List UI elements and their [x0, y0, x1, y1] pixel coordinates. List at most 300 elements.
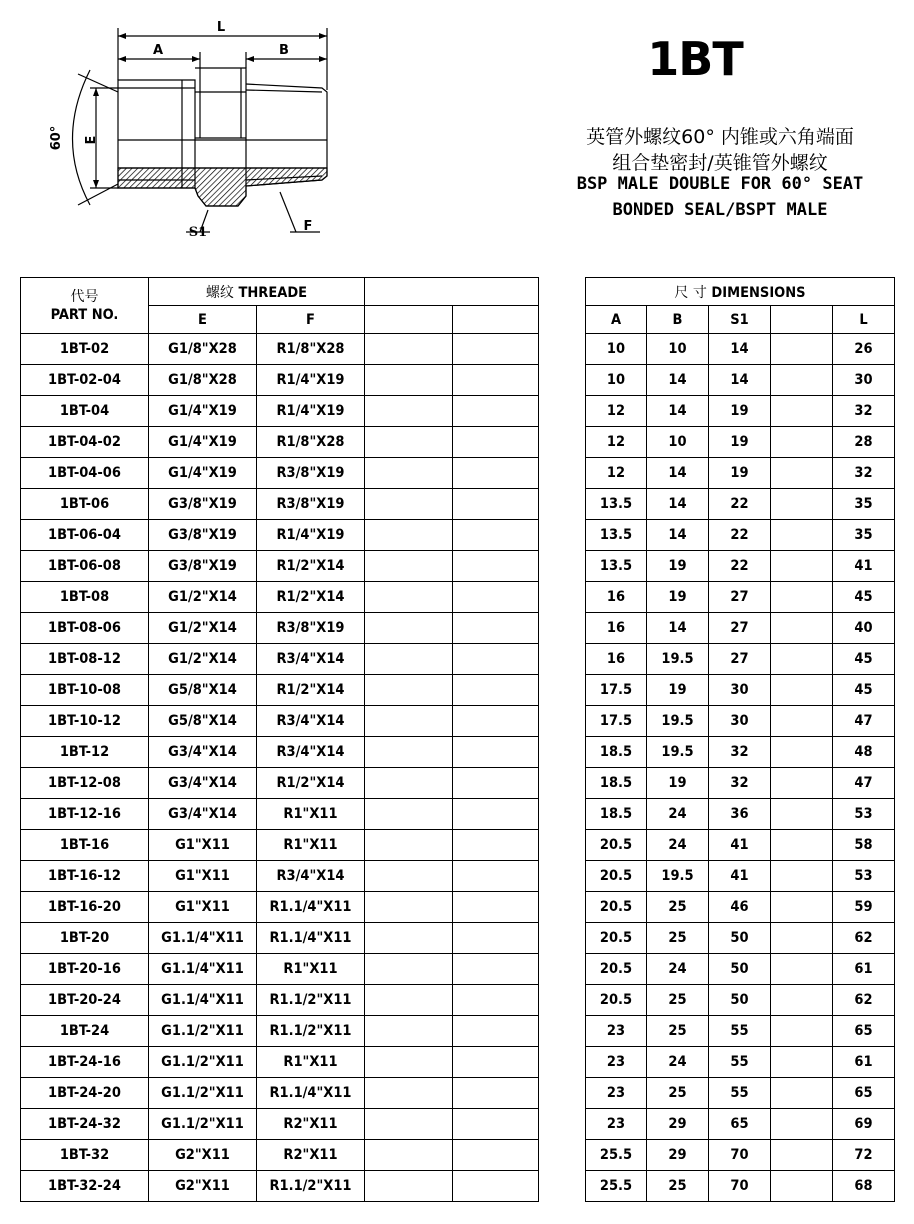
cell-empty: [365, 613, 453, 644]
header-thread: [149, 278, 365, 306]
cell-empty: [453, 489, 539, 520]
cell-dim-s1: 36: [709, 799, 771, 830]
cell-gap: [539, 985, 586, 1016]
cell-dim-s1: 41: [709, 830, 771, 861]
cell-dim-b: 25: [647, 892, 709, 923]
cell-dim-l: 47: [833, 706, 895, 737]
cell-gap: [539, 1171, 586, 1202]
cell-thread-e: G1"X11: [149, 861, 257, 892]
cell-thread-e: G1/2"X14: [149, 582, 257, 613]
cell-dim-l: 45: [833, 644, 895, 675]
cell-empty: [453, 923, 539, 954]
table-row: [21, 458, 895, 489]
cell-empty: [365, 799, 453, 830]
cell-dim-a: 23: [586, 1016, 647, 1047]
header-empty-2: [365, 306, 453, 334]
cell-thread-e: G1.1/4"X11: [149, 985, 257, 1016]
cell-dim-s1: 14: [709, 334, 771, 365]
table-row: [21, 1171, 895, 1202]
cell-dim-s1: 50: [709, 954, 771, 985]
cell-thread-e: G1.1/4"X11: [149, 954, 257, 985]
cell-thread-e: G1/8"X28: [149, 334, 257, 365]
table-row: [21, 551, 895, 582]
cell-empty: [771, 675, 833, 706]
cell-part-no: 1BT-02-04: [21, 365, 149, 396]
cell-empty: [453, 334, 539, 365]
cell-dim-s1: 19: [709, 458, 771, 489]
fitting-drawing: [0, 0, 380, 250]
cell-gap: [539, 520, 586, 551]
description-cn-line2: 组合垫密封/英锥管外螺纹: [612, 152, 828, 174]
cell-empty: [771, 1140, 833, 1171]
cell-dim-b: 25: [647, 923, 709, 954]
cell-empty: [453, 1047, 539, 1078]
cell-thread-f: R3/8"X19: [257, 458, 365, 489]
header-b: B: [647, 306, 709, 334]
cell-empty: [365, 830, 453, 861]
cell-thread-f: R1"X11: [257, 954, 365, 985]
cell-thread-f: R1"X11: [257, 1047, 365, 1078]
cell-dim-s1: 27: [709, 582, 771, 613]
cell-dim-s1: 46: [709, 892, 771, 923]
cell-empty: [365, 1078, 453, 1109]
cell-empty: [453, 1109, 539, 1140]
cell-empty: [365, 520, 453, 551]
description-cn-line1: 英管外螺纹60° 内锥或六角端面: [586, 126, 854, 148]
cell-dim-b: 19: [647, 582, 709, 613]
cell-empty: [453, 892, 539, 923]
cell-dim-l: 35: [833, 489, 895, 520]
cell-empty: [771, 365, 833, 396]
table-row: [21, 954, 895, 985]
dim-label-b: B: [279, 43, 289, 58]
cell-thread-e: G1"X11: [149, 892, 257, 923]
cell-empty: [365, 768, 453, 799]
header-part: [21, 278, 149, 334]
cell-empty: [453, 582, 539, 613]
cell-empty: [365, 334, 453, 365]
cell-dim-l: 53: [833, 799, 895, 830]
cell-dim-s1: 27: [709, 644, 771, 675]
cell-part-no: 1BT-20-24: [21, 985, 149, 1016]
cell-gap: [539, 675, 586, 706]
cell-gap: [539, 334, 586, 365]
cell-gap: [539, 1109, 586, 1140]
cell-empty: [365, 458, 453, 489]
cell-gap: [539, 613, 586, 644]
cell-thread-e: G5/8"X14: [149, 706, 257, 737]
header-empty-1: [365, 278, 539, 306]
cell-empty: [453, 861, 539, 892]
cell-dim-s1: 41: [709, 861, 771, 892]
header-e: E: [149, 306, 257, 334]
cell-thread-e: G1.1/2"X11: [149, 1109, 257, 1140]
cell-thread-f: R1/8"X28: [257, 334, 365, 365]
cell-dim-l: 47: [833, 768, 895, 799]
cell-empty: [771, 861, 833, 892]
cell-thread-f: R1/2"X14: [257, 582, 365, 613]
cell-thread-e: G1/4"X19: [149, 458, 257, 489]
cell-dim-l: 62: [833, 985, 895, 1016]
cell-gap: [539, 768, 586, 799]
cell-dim-b: 19: [647, 551, 709, 582]
dim-label-s1: S1: [188, 225, 208, 240]
cell-thread-f: R1.1/2"X11: [257, 1171, 365, 1202]
header-gap-2: [539, 306, 586, 334]
cell-thread-e: G1.1/2"X11: [149, 1047, 257, 1078]
cell-dim-l: 48: [833, 737, 895, 768]
cell-part-no: 1BT-02: [21, 334, 149, 365]
table-row: [21, 675, 895, 706]
cell-thread-e: G1/4"X19: [149, 427, 257, 458]
header-dimensions: [586, 278, 895, 306]
table-row: [21, 520, 895, 551]
cell-empty: [453, 644, 539, 675]
cell-dim-l: 65: [833, 1078, 895, 1109]
cell-dim-s1: 30: [709, 706, 771, 737]
cell-dim-s1: 32: [709, 768, 771, 799]
cell-dim-l: 45: [833, 582, 895, 613]
cell-dim-l: 61: [833, 954, 895, 985]
cell-thread-e: G1"X11: [149, 830, 257, 861]
cell-empty: [453, 1078, 539, 1109]
cell-dim-b: 19: [647, 675, 709, 706]
cell-dim-b: 14: [647, 458, 709, 489]
cell-dim-s1: 70: [709, 1171, 771, 1202]
cell-dim-b: 24: [647, 954, 709, 985]
cell-dim-a: 20.5: [586, 830, 647, 861]
cell-thread-e: G5/8"X14: [149, 675, 257, 706]
cell-empty: [453, 706, 539, 737]
cell-dim-l: 26: [833, 334, 895, 365]
dim-label-a: A: [152, 43, 164, 58]
cell-empty: [453, 427, 539, 458]
cell-gap: [539, 1140, 586, 1171]
cell-dim-a: 12: [586, 458, 647, 489]
cell-dim-a: 20.5: [586, 861, 647, 892]
cell-thread-e: G3/4"X14: [149, 768, 257, 799]
cell-empty: [365, 489, 453, 520]
cell-thread-e: G3/8"X19: [149, 520, 257, 551]
header-thread-cn: 螺纹: [205, 284, 234, 301]
cell-dim-a: 17.5: [586, 706, 647, 737]
cell-thread-e: G1.1/4"X11: [149, 923, 257, 954]
cell-gap: [539, 1016, 586, 1047]
cell-dim-a: 25.5: [586, 1140, 647, 1171]
cell-dim-s1: 55: [709, 1047, 771, 1078]
cell-empty: [771, 706, 833, 737]
cell-gap: [539, 892, 586, 923]
table-row: [21, 799, 895, 830]
cell-empty: [771, 1171, 833, 1202]
cell-empty: [365, 427, 453, 458]
cell-empty: [771, 799, 833, 830]
header-gap: [539, 278, 586, 306]
cell-empty: [365, 644, 453, 675]
cell-empty: [771, 768, 833, 799]
cell-part-no: 1BT-08-06: [21, 613, 149, 644]
table-row: [21, 768, 895, 799]
cell-dim-b: 19.5: [647, 706, 709, 737]
cell-part-no: 1BT-32-24: [21, 1171, 149, 1202]
cell-thread-f: R1/2"X14: [257, 675, 365, 706]
cell-dim-l: 69: [833, 1109, 895, 1140]
header-empty-3: [453, 306, 539, 334]
header-row-1: [21, 278, 895, 306]
cell-thread-f: R3/8"X19: [257, 613, 365, 644]
cell-gap: [539, 365, 586, 396]
cell-empty: [453, 613, 539, 644]
cell-empty: [771, 985, 833, 1016]
cell-dim-a: 12: [586, 396, 647, 427]
cell-dim-a: 16: [586, 613, 647, 644]
cell-dim-s1: 32: [709, 737, 771, 768]
cell-empty: [771, 582, 833, 613]
cell-thread-f: R1/2"X14: [257, 551, 365, 582]
cell-dim-a: 23: [586, 1109, 647, 1140]
cell-empty: [771, 1047, 833, 1078]
cell-part-no: 1BT-12-16: [21, 799, 149, 830]
cell-empty: [771, 1016, 833, 1047]
cell-dim-b: 14: [647, 520, 709, 551]
cell-dim-l: 68: [833, 1171, 895, 1202]
cell-dim-s1: 70: [709, 1140, 771, 1171]
table-row: [21, 1109, 895, 1140]
cell-gap: [539, 458, 586, 489]
cell-empty: [365, 1047, 453, 1078]
cell-gap: [539, 551, 586, 582]
cell-empty: [771, 489, 833, 520]
cell-thread-f: R1/4"X19: [257, 520, 365, 551]
cell-empty: [365, 861, 453, 892]
cell-part-no: 1BT-20: [21, 923, 149, 954]
cell-thread-e: G3/4"X14: [149, 737, 257, 768]
cell-thread-f: R3/4"X14: [257, 644, 365, 675]
cell-empty: [453, 458, 539, 489]
table-row: [21, 985, 895, 1016]
cell-part-no: 1BT-08: [21, 582, 149, 613]
cell-dim-a: 17.5: [586, 675, 647, 706]
cell-dim-s1: 22: [709, 520, 771, 551]
table-row: [21, 923, 895, 954]
cell-empty: [365, 706, 453, 737]
cell-dim-s1: 30: [709, 675, 771, 706]
cell-thread-e: G1.1/2"X11: [149, 1016, 257, 1047]
cell-part-no: 1BT-08-12: [21, 644, 149, 675]
cell-dim-l: 58: [833, 830, 895, 861]
cell-part-no: 1BT-06-08: [21, 551, 149, 582]
cell-dim-b: 25: [647, 1078, 709, 1109]
cell-dim-a: 13.5: [586, 520, 647, 551]
header-f: F: [257, 306, 365, 334]
cell-empty: [365, 1016, 453, 1047]
cell-dim-l: 72: [833, 1140, 895, 1171]
table-row: [21, 613, 895, 644]
cell-gap: [539, 427, 586, 458]
cell-dim-a: 10: [586, 334, 647, 365]
header-thread-en: THREADE: [238, 284, 308, 301]
cell-dim-a: 12: [586, 427, 647, 458]
cell-empty: [453, 830, 539, 861]
cell-part-no: 1BT-24-32: [21, 1109, 149, 1140]
cell-dim-l: 62: [833, 923, 895, 954]
cell-thread-f: R3/8"X19: [257, 489, 365, 520]
cell-empty: [771, 923, 833, 954]
cell-empty: [453, 1171, 539, 1202]
cell-thread-f: R1.1/2"X11: [257, 1016, 365, 1047]
cell-dim-a: 18.5: [586, 768, 647, 799]
cell-dim-b: 14: [647, 365, 709, 396]
cell-empty: [453, 737, 539, 768]
cell-dim-a: 18.5: [586, 737, 647, 768]
cell-dim-s1: 27: [709, 613, 771, 644]
cell-part-no: 1BT-16-12: [21, 861, 149, 892]
cell-empty: [365, 954, 453, 985]
cell-empty: [365, 675, 453, 706]
cell-empty: [453, 954, 539, 985]
table-row: [21, 582, 895, 613]
header-row-2: [21, 306, 895, 334]
cell-dim-a: 20.5: [586, 892, 647, 923]
cell-empty: [365, 1171, 453, 1202]
cell-dim-a: 10: [586, 365, 647, 396]
dim-label-e: E: [84, 135, 99, 145]
cell-dim-b: 24: [647, 799, 709, 830]
dim-label-f: F: [303, 219, 313, 234]
cell-part-no: 1BT-16: [21, 830, 149, 861]
cell-empty: [771, 1109, 833, 1140]
cell-part-no: 1BT-06: [21, 489, 149, 520]
spec-table: [20, 277, 895, 1202]
cell-thread-e: G2"X11: [149, 1171, 257, 1202]
cell-thread-f: R1.1/4"X11: [257, 923, 365, 954]
cell-dim-l: 28: [833, 427, 895, 458]
cell-dim-b: 14: [647, 489, 709, 520]
table-row: [21, 644, 895, 675]
cell-thread-e: G2"X11: [149, 1140, 257, 1171]
cell-empty: [453, 1140, 539, 1171]
header-dim-en: DIMENSIONS: [711, 284, 806, 301]
table-row: [21, 489, 895, 520]
cell-empty: [771, 737, 833, 768]
cell-empty: [453, 520, 539, 551]
cell-dim-a: 13.5: [586, 551, 647, 582]
cell-empty: [771, 427, 833, 458]
cell-part-no: 1BT-24-16: [21, 1047, 149, 1078]
cell-dim-b: 19: [647, 768, 709, 799]
cell-part-no: 1BT-04-06: [21, 458, 149, 489]
header-part-cn: 代号: [70, 288, 99, 305]
cell-gap: [539, 799, 586, 830]
cell-gap: [539, 1078, 586, 1109]
cell-dim-b: 10: [647, 427, 709, 458]
cell-empty: [365, 737, 453, 768]
cell-part-no: 1BT-20-16: [21, 954, 149, 985]
cell-dim-b: 14: [647, 396, 709, 427]
cell-thread-f: R1/2"X14: [257, 768, 365, 799]
cell-thread-f: R3/4"X14: [257, 706, 365, 737]
table-row: [21, 365, 895, 396]
cell-gap: [539, 489, 586, 520]
cell-dim-s1: 65: [709, 1109, 771, 1140]
cell-empty: [453, 799, 539, 830]
cell-dim-a: 25.5: [586, 1171, 647, 1202]
cell-dim-l: 59: [833, 892, 895, 923]
table-row: [21, 861, 895, 892]
cell-thread-f: R1/8"X28: [257, 427, 365, 458]
cell-dim-l: 61: [833, 1047, 895, 1078]
cell-dim-s1: 22: [709, 489, 771, 520]
table-row: [21, 706, 895, 737]
cell-gap: [539, 644, 586, 675]
cell-gap: [539, 396, 586, 427]
cell-dim-l: 32: [833, 396, 895, 427]
cell-gap: [539, 923, 586, 954]
table-row: [21, 1078, 895, 1109]
cell-thread-f: R1/4"X19: [257, 396, 365, 427]
cell-empty: [365, 892, 453, 923]
table-row: [21, 1047, 895, 1078]
table-row: [21, 892, 895, 923]
cell-gap: [539, 830, 586, 861]
description-en-line2: BONDED SEAL/BSPT MALE: [612, 200, 828, 220]
product-code: 1BT: [647, 32, 743, 86]
cell-thread-f: R1/4"X19: [257, 365, 365, 396]
cell-part-no: 1BT-06-04: [21, 520, 149, 551]
cell-dim-s1: 50: [709, 985, 771, 1016]
cell-gap: [539, 706, 586, 737]
table-row: [21, 830, 895, 861]
cell-dim-b: 10: [647, 334, 709, 365]
cell-dim-b: 25: [647, 985, 709, 1016]
cell-part-no: 1BT-04: [21, 396, 149, 427]
cell-empty: [771, 1078, 833, 1109]
cell-dim-a: 13.5: [586, 489, 647, 520]
cell-dim-l: 53: [833, 861, 895, 892]
cell-part-no: 1BT-10-08: [21, 675, 149, 706]
cell-empty: [771, 551, 833, 582]
cell-dim-a: 20.5: [586, 923, 647, 954]
cell-empty: [771, 892, 833, 923]
cell-part-no: 1BT-12-08: [21, 768, 149, 799]
cell-thread-f: R3/4"X14: [257, 861, 365, 892]
cell-empty: [365, 1109, 453, 1140]
header-l: L: [833, 306, 895, 334]
cell-thread-f: R1.1/2"X11: [257, 985, 365, 1016]
cell-gap: [539, 1047, 586, 1078]
cell-dim-b: 24: [647, 1047, 709, 1078]
header-dim-cn: 尺 寸: [674, 284, 707, 301]
cell-empty: [453, 985, 539, 1016]
cell-thread-e: G1.1/2"X11: [149, 1078, 257, 1109]
cell-part-no: 1BT-24-20: [21, 1078, 149, 1109]
cell-dim-b: 29: [647, 1109, 709, 1140]
cell-empty: [771, 458, 833, 489]
header-a: A: [586, 306, 647, 334]
cell-dim-b: 29: [647, 1140, 709, 1171]
cell-gap: [539, 954, 586, 985]
cell-part-no: 1BT-32: [21, 1140, 149, 1171]
cell-thread-f: R1"X11: [257, 799, 365, 830]
cell-thread-e: G1/2"X14: [149, 644, 257, 675]
cell-thread-f: R1.1/4"X11: [257, 892, 365, 923]
cell-dim-l: 41: [833, 551, 895, 582]
cell-thread-f: R1"X11: [257, 830, 365, 861]
cell-part-no: 1BT-24: [21, 1016, 149, 1047]
cell-dim-s1: 55: [709, 1078, 771, 1109]
cell-empty: [365, 396, 453, 427]
cell-empty: [771, 830, 833, 861]
